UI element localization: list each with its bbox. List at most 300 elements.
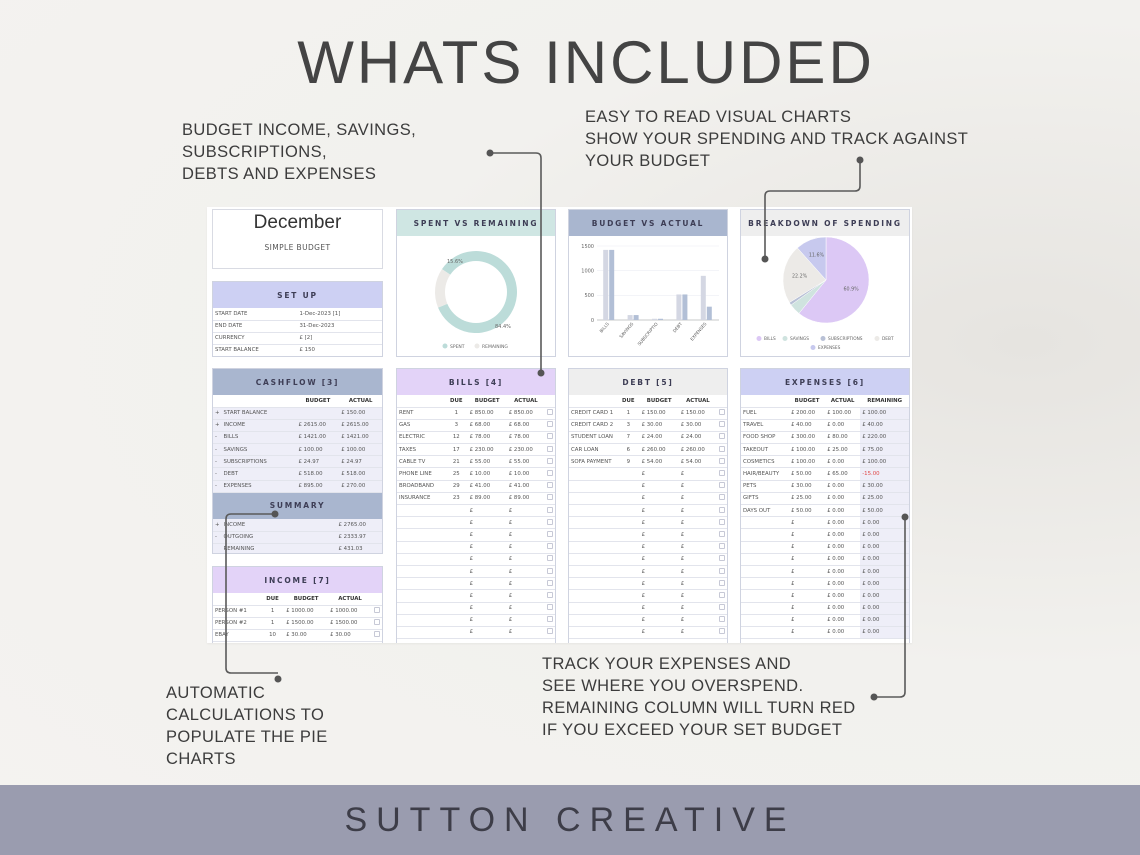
column-header: ACTUAL [679,395,717,407]
debt-budget: £ 150.00 [640,407,679,419]
cashflow-panel [212,368,383,554]
cashflow-actual: £ 100.00 [339,444,382,456]
checkbox[interactable] [719,470,725,476]
debt-actual: £ [679,602,717,614]
expense-actual: £ 80.00 [825,431,860,443]
donut-legend-swatch [443,344,448,349]
checkbox[interactable] [719,519,725,525]
checkbox-cell [545,456,555,468]
expense-actual: £ 0.00 [825,419,860,431]
checkbox[interactable] [547,568,553,574]
checkbox-cell [372,617,382,629]
column-header [717,395,727,407]
bar-budget-expenses [701,276,706,320]
budget-bar-chart [569,236,727,356]
expense-name [741,590,789,602]
bill-budget: £ 230.00 [468,444,507,456]
bill-due [445,529,468,541]
debt-empty-row [569,614,727,626]
debt-empty-row [569,480,727,492]
bill-name [397,578,445,590]
bill-name [397,517,445,529]
summary-row [213,543,382,554]
bill-empty-row [397,565,555,577]
cashflow-label: BILLS [222,431,297,443]
pie-legend-label: SUBSCRIPTIONS [828,337,863,342]
income-table [213,593,382,642]
bill-row [397,480,555,492]
month-card [212,209,383,269]
debt-empty-row [569,602,727,614]
debt-actual: £ [679,578,717,590]
annotation-line: EASY TO READ VISUAL CHARTS [585,108,852,126]
income-header: INCOME [7] [213,567,382,593]
donut-label-remaining: 15.6% [447,259,463,265]
checkbox[interactable] [719,409,725,415]
checkbox-cell [545,578,555,590]
debt-budget: £ [640,541,679,553]
expense-budget: £ 300.00 [789,431,825,443]
column-header: ACTUAL [339,395,382,407]
bar-ytick-label: 500 [584,293,594,300]
bill-empty-row [397,553,555,565]
checkbox-cell [717,578,727,590]
checkbox[interactable] [719,421,725,427]
checkbox-cell [717,529,727,541]
debt-panel [568,368,728,643]
bill-name: GAS [397,419,445,431]
checkbox[interactable] [547,543,553,549]
annotation-line: SUBSCRIPTIONS, [182,143,327,161]
expense-remaining: £ 0.00 [860,614,909,626]
checkbox[interactable] [719,446,725,452]
bills-header: BILLS [4] [397,369,555,395]
expense-remaining: £ 0.00 [860,602,909,614]
checkbox[interactable] [719,616,725,622]
expense-remaining: £ 0.00 [860,578,909,590]
expense-budget: £ 25.00 [789,492,825,504]
debt-budget: £ [640,553,679,565]
cashflow-budget [297,407,340,419]
bill-actual: £ [507,505,545,517]
setup-value: 31-Dec-2023 [298,320,383,332]
bill-empty-row [397,626,555,638]
debt-empty-row [569,517,727,529]
bill-row [397,431,555,443]
checkbox[interactable] [719,543,725,549]
column-header: BUDGET [789,395,825,407]
debt-due [617,553,640,565]
expense-row [741,431,909,443]
expense-remaining: £ 0.00 [860,553,909,565]
checkbox[interactable] [547,494,553,500]
debt-due [617,614,640,626]
debt-due [617,529,640,541]
checkbox[interactable] [719,458,725,464]
income-row [213,605,382,617]
cashflow-label: SAVINGS [222,444,297,456]
expense-name: HAIR/BEAUTY [741,468,789,480]
debt-budget: £ [640,468,679,480]
expense-name: FOOD SHOP [741,431,789,443]
setup-row [213,344,382,356]
cashflow-row [213,407,382,419]
checkbox-cell [545,565,555,577]
column-header: ACTUAL [507,395,545,407]
expense-name [741,578,789,590]
column-header: BUDGET [640,395,679,407]
cashflow-sign: + [213,419,222,431]
expense-actual: £ 0.00 [825,517,860,529]
expense-name [741,602,789,614]
checkbox[interactable] [719,604,725,610]
expense-name: FUEL [741,407,789,419]
checkbox[interactable] [719,592,725,598]
debt-actual: £ 54.00 [679,456,717,468]
expense-remaining: £ 75.00 [860,444,909,456]
bill-budget: £ [468,578,507,590]
expense-row [741,456,909,468]
income-due: 1 [261,605,284,617]
expense-actual: £ 100.00 [825,407,860,419]
income-actual: £ 1500.00 [328,617,372,629]
bill-budget: £ [468,505,507,517]
expense-empty-row [741,541,909,553]
bill-empty-row [397,602,555,614]
expense-name: PETS [741,480,789,492]
bill-row [397,444,555,456]
bill-budget: £ 41.00 [468,480,507,492]
checkbox-cell [545,529,555,541]
cashflow-header: CASHFLOW [3] [213,369,382,395]
pie-legend-label: BILLS [764,337,776,342]
bill-budget: £ 89.00 [468,492,507,504]
pie-legend-swatch [875,336,880,341]
checkbox-cell [717,431,727,443]
checkbox[interactable] [719,482,725,488]
checkbox[interactable] [374,607,380,613]
checkbox-cell [545,626,555,638]
checkbox[interactable] [547,470,553,476]
column-header [222,395,297,407]
bill-actual: £ 41.00 [507,480,545,492]
cashflow-sign: - [213,444,222,456]
cashflow-actual: £ 150.00 [339,407,382,419]
debt-due [617,602,640,614]
checkbox[interactable] [374,631,380,637]
checkbox[interactable] [547,555,553,561]
income-name: EBAY [213,629,261,641]
bar-actual-debt [682,294,687,320]
bill-empty-row [397,590,555,602]
bill-name [397,541,445,553]
checkbox[interactable] [719,433,725,439]
expense-row [741,480,909,492]
spent-chart-panel [396,209,556,357]
checkbox[interactable] [547,507,553,513]
expense-remaining: £ 25.00 [860,492,909,504]
cashflow-sign: + [213,407,222,419]
checkbox-cell [545,419,555,431]
checkbox[interactable] [547,616,553,622]
bill-actual: £ 89.00 [507,492,545,504]
bill-actual: £ [507,565,545,577]
annotation-line: TRACK YOUR EXPENSES AND [542,655,792,673]
cashflow-actual: £ 2615.00 [339,419,382,431]
summary-label: OUTGOING [222,531,337,543]
expense-budget: £ 100.00 [789,444,825,456]
checkbox[interactable] [547,433,553,439]
checkbox-cell [545,614,555,626]
checkbox[interactable] [547,458,553,464]
cashflow-actual: £ 1421.00 [339,431,382,443]
checkbox[interactable] [547,580,553,586]
spent-donut-chart [397,236,555,356]
cashflow-label: DEBT [222,468,297,480]
expense-budget: £ [789,517,825,529]
checkbox-cell [545,407,555,419]
column-header [372,593,382,605]
debt-budget: £ [640,529,679,541]
bill-name [397,565,445,577]
debt-header: DEBT [5] [569,369,727,395]
debt-budget: £ [640,505,679,517]
expense-budget: £ 30.00 [789,480,825,492]
month-title: December [253,212,342,233]
setup-value: £ [2] [298,332,383,344]
checkbox[interactable] [547,446,553,452]
expense-row [741,444,909,456]
checkbox[interactable] [547,409,553,415]
debt-budget: £ [640,565,679,577]
bill-due [445,602,468,614]
expense-name: DAYS OUT [741,505,789,517]
bill-budget: £ 68.00 [468,419,507,431]
debt-name [569,602,617,614]
pie-legend-label: SAVINGS [790,337,809,342]
bar-budget-debt [676,294,681,320]
expense-remaining: £ 220.00 [860,431,909,443]
debt-row [569,456,727,468]
expense-empty-row [741,565,909,577]
bill-budget: £ 10.00 [468,468,507,480]
debt-budget: £ 260.00 [640,444,679,456]
summary-label: REMAINING [222,543,337,554]
checkbox[interactable] [374,619,380,625]
checkbox[interactable] [547,592,553,598]
debt-empty-row [569,590,727,602]
checkbox-cell [545,541,555,553]
expense-remaining: £ 100.00 [860,456,909,468]
checkbox-cell [717,590,727,602]
expense-actual: £ 0.00 [825,590,860,602]
checkbox[interactable] [719,628,725,634]
column-header: ACTUAL [825,395,860,407]
debt-due [617,590,640,602]
expense-budget: £ 200.00 [789,407,825,419]
column-header: BUDGET [468,395,507,407]
expense-empty-row [741,578,909,590]
cashflow-sign: - [213,468,222,480]
expense-row [741,505,909,517]
checkbox[interactable] [719,568,725,574]
checkbox[interactable] [719,494,725,500]
bar-category-label: BILLS [599,322,611,335]
cashflow-label: SUBSCRIPTIONS [222,456,297,468]
bill-empty-row [397,505,555,517]
bill-actual: £ [507,614,545,626]
income-name: PERSON #2 [213,617,261,629]
checkbox-cell [717,565,727,577]
annotation-line: REMAINING COLUMN WILL TURN RED [542,699,856,717]
income-due: 10 [261,629,284,641]
debt-empty-row [569,505,727,517]
checkbox[interactable] [547,519,553,525]
bill-due: 3 [445,419,468,431]
expense-remaining: £ 40.00 [860,419,909,431]
debt-name: CREDIT CARD 1 [569,407,617,419]
expense-budget: £ [789,614,825,626]
annotation-line: AUTOMATIC [166,684,266,702]
bill-empty-row [397,529,555,541]
cashflow-sign: - [213,456,222,468]
expense-empty-row [741,626,909,638]
expense-empty-row [741,590,909,602]
bill-row [397,468,555,480]
debt-actual: £ [679,614,717,626]
annotation-line: SEE WHERE YOU OVERSPEND. [542,677,804,695]
checkbox[interactable] [547,628,553,634]
debt-due [617,578,640,590]
income-budget: £ 1000.00 [284,605,328,617]
debt-budget: £ [640,626,679,638]
annotation-line: CHARTS [166,750,236,768]
debt-name [569,590,617,602]
bill-name [397,614,445,626]
income-actual: £ 1000.00 [328,605,372,617]
cashflow-actual: £ 24.97 [339,456,382,468]
bar-actual-expenses [707,307,712,320]
expense-remaining: £ 0.00 [860,565,909,577]
debt-actual: £ 30.00 [679,419,717,431]
bill-actual: £ [507,553,545,565]
income-budget: £ 1500.00 [284,617,328,629]
breakdown-pie-chart [741,236,909,356]
column-header [213,593,261,605]
summary-sign [213,543,222,554]
summary-label: INCOME [222,519,337,531]
bar-actual-bills [609,250,614,320]
checkbox[interactable] [719,580,725,586]
pie-legend-swatch [757,336,762,341]
bill-due: 12 [445,431,468,443]
bill-due [445,541,468,553]
pie-label: 11.6% [808,253,825,259]
expense-actual: £ 25.00 [825,444,860,456]
bill-empty-row [397,578,555,590]
expense-budget: £ [789,553,825,565]
debt-actual: £ [679,541,717,553]
cashflow-actual: £ 518.00 [339,468,382,480]
setup-row [213,332,382,344]
checkbox[interactable] [547,604,553,610]
bar-actual-subscriptio [658,319,663,320]
expense-remaining: £ 0.00 [860,626,909,638]
debt-due [617,517,640,529]
debt-budget: £ [640,492,679,504]
checkbox[interactable] [719,507,725,513]
debt-empty-row [569,541,727,553]
summary-value: £ 2765.00 [337,519,382,531]
bill-name [397,590,445,602]
breakdown-chart-panel [740,209,910,357]
checkbox[interactable] [719,531,725,537]
column-header: BUDGET [297,395,340,407]
checkbox-cell [717,492,727,504]
annotation-line: IF YOU EXCEED YOUR SET BUDGET [542,721,843,739]
donut-legend-label: SPENT [450,345,465,350]
bill-budget: £ [468,590,507,602]
pie-legend-label: EXPENSES [818,346,841,351]
debt-name: CREDIT CARD 2 [569,419,617,431]
expense-remaining: £ 100.00 [860,407,909,419]
checkbox[interactable] [547,482,553,488]
cashflow-actual: £ 270.00 [339,480,382,492]
checkbox-cell [717,419,727,431]
debt-name [569,541,617,553]
column-header: DUE [261,593,284,605]
column-header: DUE [445,395,468,407]
pie-legend-swatch [811,345,816,350]
summary-sign: + [213,519,222,531]
expense-budget: £ [789,578,825,590]
expense-remaining: £ 0.00 [860,529,909,541]
bill-name: ELECTRIC [397,431,445,443]
expense-remaining: £ 0.00 [860,590,909,602]
checkbox[interactable] [547,421,553,427]
expense-actual: £ 0.00 [825,565,860,577]
checkbox-cell [545,431,555,443]
checkbox-cell [717,456,727,468]
income-due: 1 [261,617,284,629]
bill-name: PHONE LINE [397,468,445,480]
expense-actual: £ 0.00 [825,553,860,565]
expense-budget: £ [789,602,825,614]
bill-due [445,517,468,529]
debt-actual: £ [679,517,717,529]
debt-name: CAR LOAN [569,444,617,456]
checkbox[interactable] [719,555,725,561]
income-actual: £ 30.00 [328,629,372,641]
debt-budget: £ [640,517,679,529]
footer-banner [0,785,1140,855]
debt-actual: £ [679,626,717,638]
expense-name [741,565,789,577]
pie-label: 60.9% [843,287,859,293]
checkbox[interactable] [547,531,553,537]
debt-due: 7 [617,431,640,443]
bar-ytick-label: 1500 [581,243,594,250]
cashflow-sign: - [213,431,222,443]
cashflow-label: INCOME [222,419,297,431]
expense-name [741,614,789,626]
expense-actual: £ 0.00 [825,541,860,553]
bar-category-label: DEBT [672,322,684,335]
bill-due [445,590,468,602]
summary-table [213,519,382,554]
expense-actual: £ 0.00 [825,505,860,517]
checkbox-cell [717,553,727,565]
